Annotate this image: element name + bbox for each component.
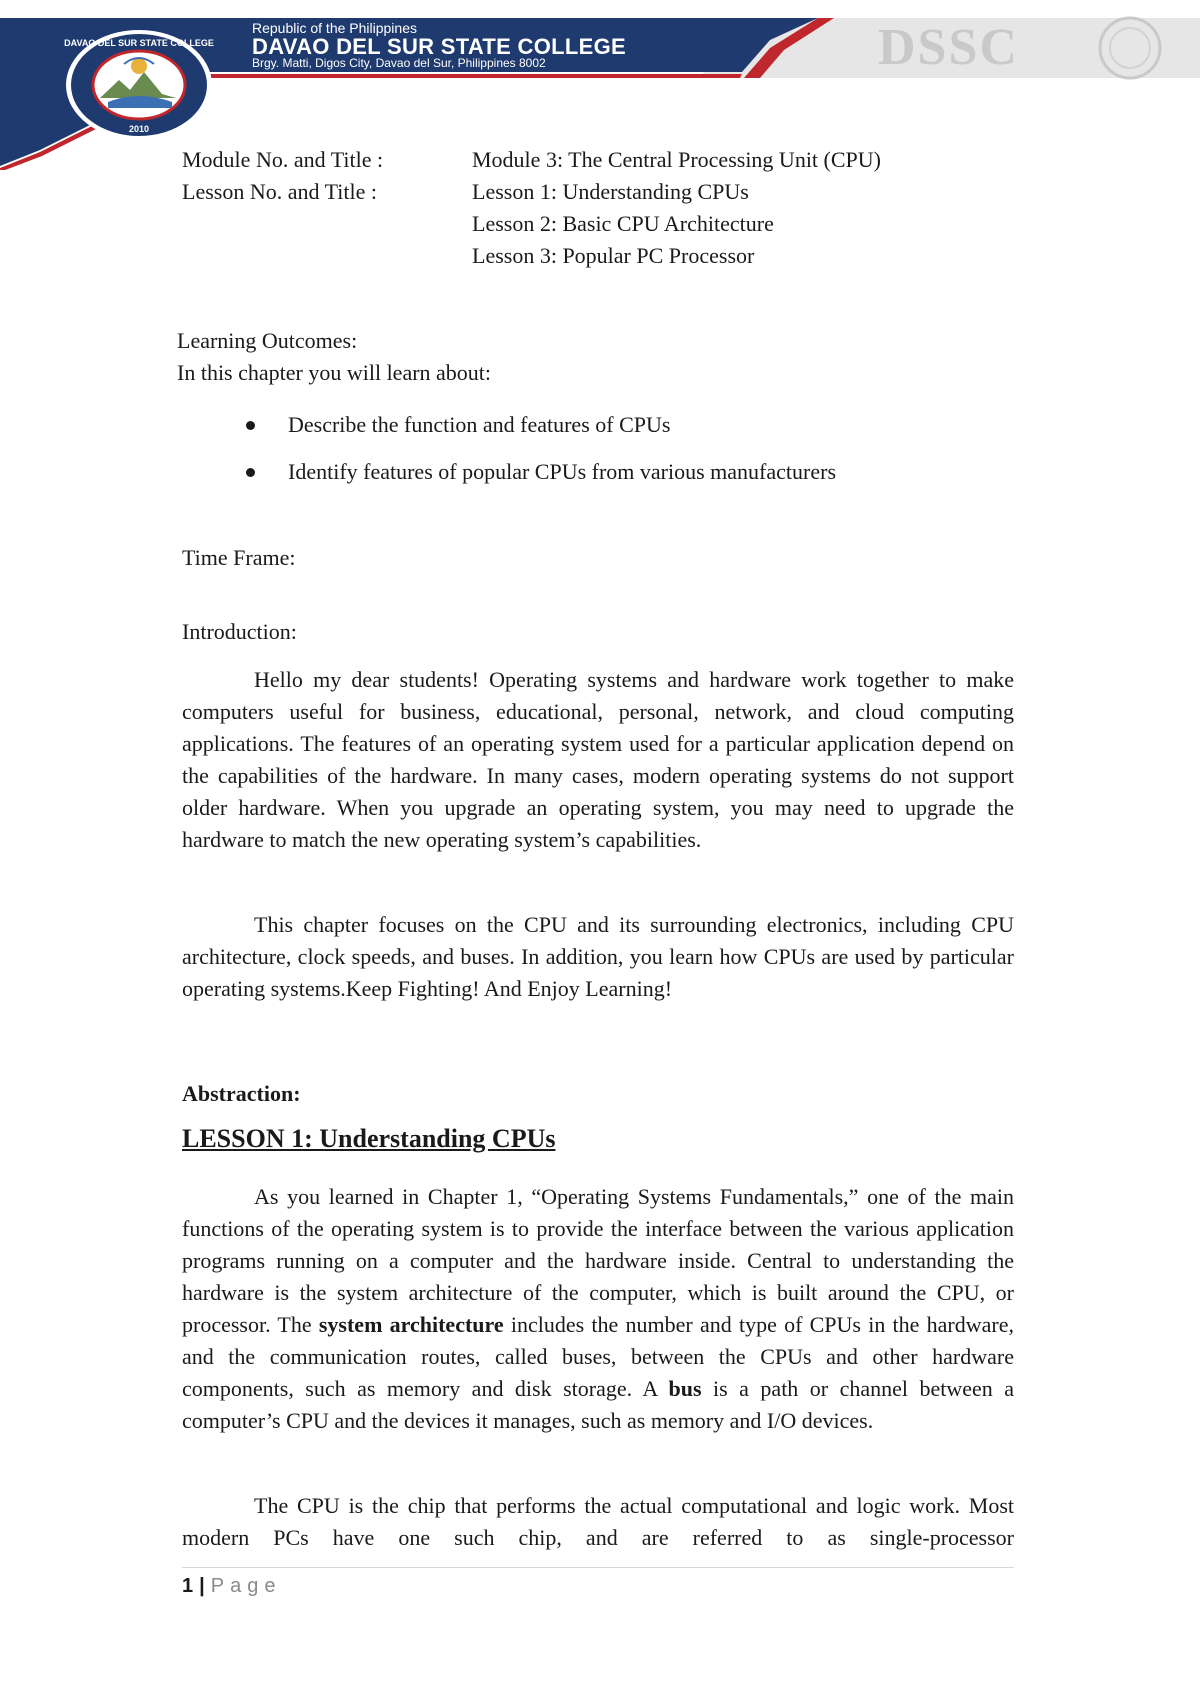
- introduction-paragraph-1: Hello my dear students! Operating systems and hardware work together to make computers useful for business, educational, personal, network, and cloud computing applications. The features of an operating system used for a particular application depend on the capabilities of the hardware. In many cases, modern operating systems do not support older hardware. When you upgrade an operating system, you may need to upgrade the hardware to match the new operating system’s capabilities.: [182, 667, 1014, 852]
- header-address: Brgy. Matti, Digos City, Davao del Sur, Philippines 8002: [252, 56, 546, 70]
- time-frame-heading: Time Frame:: [182, 545, 296, 570]
- outcome-text: Identify features of popular CPUs from various manufacturers: [288, 459, 837, 484]
- footer-divider: [182, 1567, 1014, 1568]
- lesson-title-2: Lesson 2: Basic CPU Architecture: [472, 211, 774, 236]
- bullet-icon: [246, 421, 255, 430]
- lesson-title-3: Lesson 3: Popular PC Processor: [472, 243, 755, 268]
- bullet-icon: [246, 468, 255, 477]
- list-item: [250, 456, 836, 488]
- outcomes-heading: Learning Outcomes:: [177, 328, 358, 353]
- header-republic: Republic of the Philippines: [252, 20, 417, 36]
- outcomes-list: [250, 409, 836, 503]
- lesson-1-paragraph-2: The CPU is the chip that performs the actual computational and logic work. Most modern PCs have one such chip, and are referred to as single-processor: [182, 1493, 1014, 1550]
- list-item: [250, 409, 836, 441]
- module-title: Module 3: The Central Processing Unit (CPU): [472, 147, 881, 172]
- lesson-title-1: Lesson 1: Understanding CPUs: [472, 179, 749, 204]
- seal-year: 2010: [128, 124, 150, 134]
- page-footer: [182, 1575, 281, 1598]
- footer-separator: |: [199, 1575, 205, 1597]
- page-number: 1: [182, 1575, 194, 1597]
- abstraction-heading: Abstraction:: [182, 1081, 301, 1106]
- term-bus: bus: [668, 1376, 702, 1401]
- dssc-watermark-logo: DSSC: [878, 19, 1019, 76]
- header-college-name: DAVAO DEL SUR STATE COLLEGE: [252, 34, 626, 59]
- outcomes-intro: In this chapter you will learn about:: [177, 360, 492, 385]
- lesson-1-heading: LESSON 1: Understanding CPUs: [182, 1124, 556, 1153]
- term-system-architecture: system architecture: [318, 1312, 504, 1337]
- lesson-label: Lesson No. and Title :: [182, 179, 377, 204]
- lesson-1-paragraph-1: As you learned in Chapter 1, “Operating Systems Fundamentals,” one of the main functions of the operating system is to provide the interface between the various application programs running on a computer and the hardware inside. Central to understanding the hardware is the system architecture of the computer, which is built around the CPU, or processor. The system architecture includes the number and type of CPUs in the hardware, and the communication routes, called buses, between the CPUs and other hardware components, such as memory and disk storage. A bus is a path or channel between a computer’s CPU and the devices it manages, such as memory and I/O devices.: [182, 1184, 1014, 1433]
- page-label: Page: [210, 1575, 282, 1597]
- module-label: Module No. and Title :: [182, 147, 384, 172]
- college-seal-logo: [64, 28, 214, 142]
- outcome-text: Describe the function and features of CPUs: [288, 412, 671, 437]
- introduction-heading: Introduction:: [182, 619, 297, 644]
- introduction-paragraph-2: This chapter focuses on the CPU and its surrounding electronics, including CPU architecture, clock speeds, and buses. In addition, you learn how CPUs are used by particular operating systems.Keep Fighting! And Enjoy Learning!: [182, 912, 1014, 1001]
- seal-text: DAVAO DEL SUR STATE COLLEGE: [64, 38, 214, 48]
